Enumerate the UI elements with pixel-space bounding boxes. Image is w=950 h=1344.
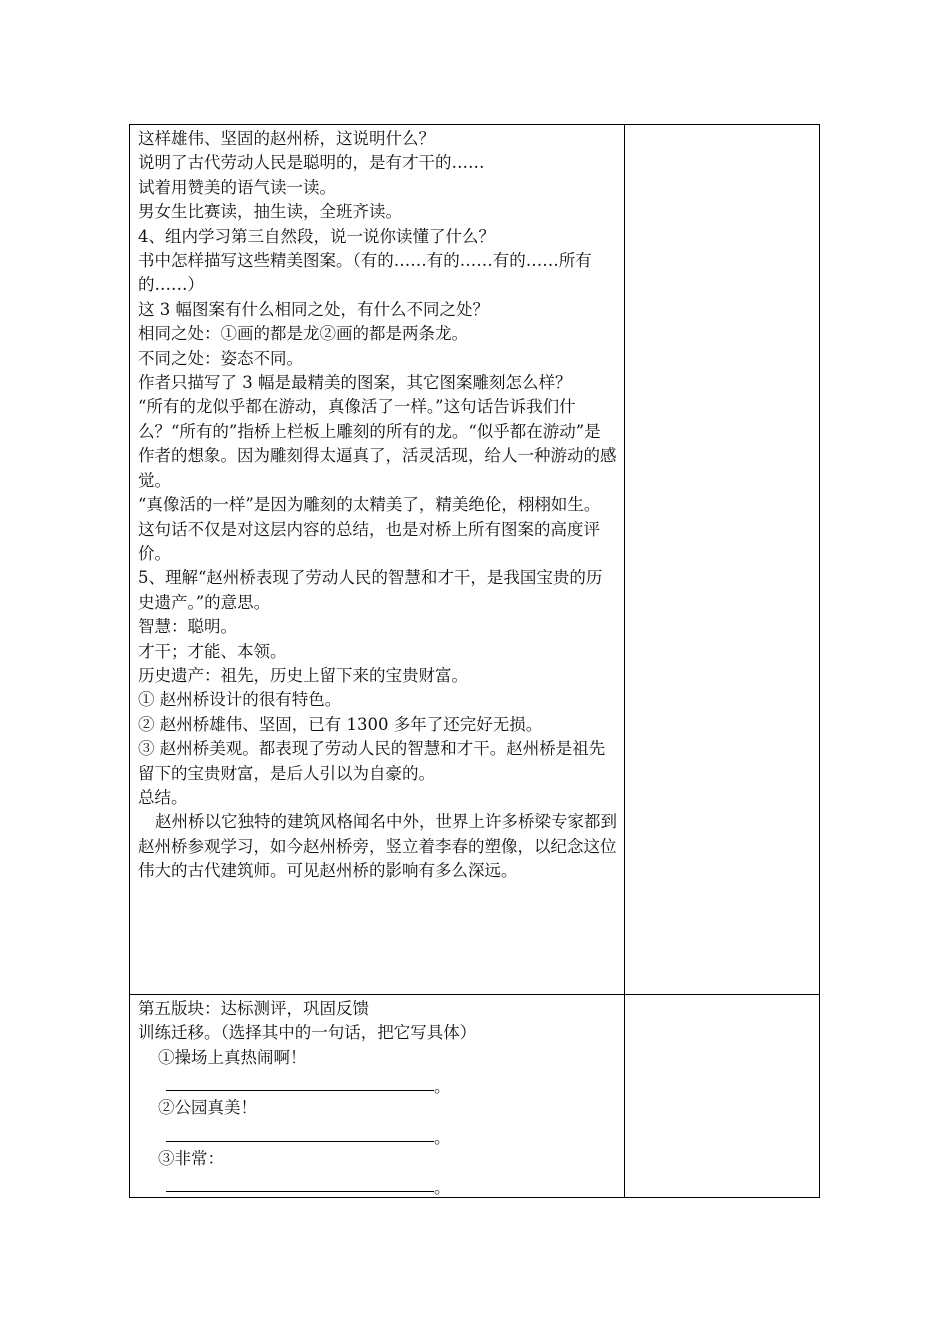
paragraph: 4、组内学习第三自然段，说一说你读懂了什么？ — [138, 226, 495, 246]
answer-blank[interactable] — [166, 1190, 434, 1192]
paragraph: 才干；才能、本领。 — [138, 641, 287, 661]
line-end-mark: 。 — [434, 1178, 451, 1198]
paragraph: 相同之处：①画的都是龙②画的都是两条龙。 — [138, 324, 468, 344]
paragraph: “所有的龙似乎都在游动，真像活了一样。”这句话告诉我们什么？“所有的”指桥上栏板上雕刻的所有的龙。“似乎都在游动”是作者的想象。因为雕刻得太逼真了，活灵活现，给人一种游动的感觉。 — [138, 397, 617, 490]
paragraph: 这 3 幅图案有什么相同之处，有什么不同之处？ — [138, 299, 489, 319]
paragraph: 历史遗产：祖先，历史上留下来的宝贵财富。 — [138, 665, 468, 685]
lesson-content-cell — [130, 125, 625, 995]
exercise-item: ②公园真美！ — [158, 1098, 257, 1118]
paragraph: 试着用赞美的语气读一读。 — [138, 177, 336, 197]
paragraph: 总结。 — [138, 787, 188, 807]
paragraph: 这样雄伟、坚固的赵州桥，这说明什么？ — [138, 129, 435, 148]
summary-paragraph: 赵州桥以它独特的建筑风格闻名中外，世界上许多桥梁专家都到赵州桥参观学习，如今赵州桥旁，竖立着李春的塑像，以纪念这位伟大的古代建筑师。可见赵州桥的影响有多么深远。 — [138, 812, 617, 881]
answer-line[interactable] — [166, 1171, 617, 1197]
exercise-item: ①操场上真热闹啊！ — [158, 1047, 307, 1067]
line-end-mark: 。 — [434, 1077, 451, 1097]
paragraph: “真像活的一样”是因为雕刻的太精美了，精美绝伦，栩栩如生。 — [138, 495, 601, 515]
answer-blank[interactable] — [166, 1089, 434, 1091]
table-row — [130, 125, 820, 995]
paragraph: 不同之处：姿态不同。 — [138, 348, 303, 368]
answer-blank[interactable] — [166, 1140, 434, 1142]
answer-line[interactable] — [166, 1121, 617, 1147]
paragraph: 这句话不仅是对这层内容的总结，也是对桥上所有图案的高度评价。 — [138, 519, 600, 563]
paragraph: 智慧：聪明。 — [138, 617, 237, 637]
paragraph: ② 赵州桥雄伟、坚固，已有 1300 多年了还完好无损。 — [138, 714, 543, 734]
exercise-item: ③非常： — [158, 1148, 224, 1168]
paragraph: 男女生比赛读，抽生读，全班齐读。 — [138, 202, 402, 222]
paragraph: 说明了古代劳动人民是聪明的，是有才干的…… — [138, 153, 485, 173]
lesson-table — [129, 124, 820, 1198]
table-row — [130, 995, 820, 1198]
paragraph: 作者只描写了 3 幅是最精美的图案，其它图案雕刻怎么样？ — [138, 373, 572, 393]
line-end-mark: 。 — [434, 1127, 451, 1147]
paragraph: ③ 赵州桥美观。都表现了劳动人民的智慧和才干。赵州桥是祖先留下的宝贵财富，是后人引以为自豪的。 — [138, 739, 606, 783]
exercise-cell — [130, 995, 625, 1198]
paragraph: 5、理解“赵州桥表现了劳动人民的智慧和才干，是我国宝贵的历史遗产。”的意思。 — [138, 568, 603, 612]
paragraph: ① 赵州桥设计的很有特色。 — [138, 690, 342, 710]
paragraph: 书中怎样描写这些精美图案。（有的……有的……有的……所有的……） — [138, 251, 592, 295]
notes-cell — [625, 125, 820, 995]
notes-cell — [625, 995, 820, 1198]
section-heading: 第五版块：达标测评，巩固反馈 — [138, 999, 369, 1018]
answer-line[interactable] — [166, 1070, 617, 1096]
exercise-instruction: 训练迁移。（选择其中的一句话，把它写具体） — [138, 1023, 477, 1043]
